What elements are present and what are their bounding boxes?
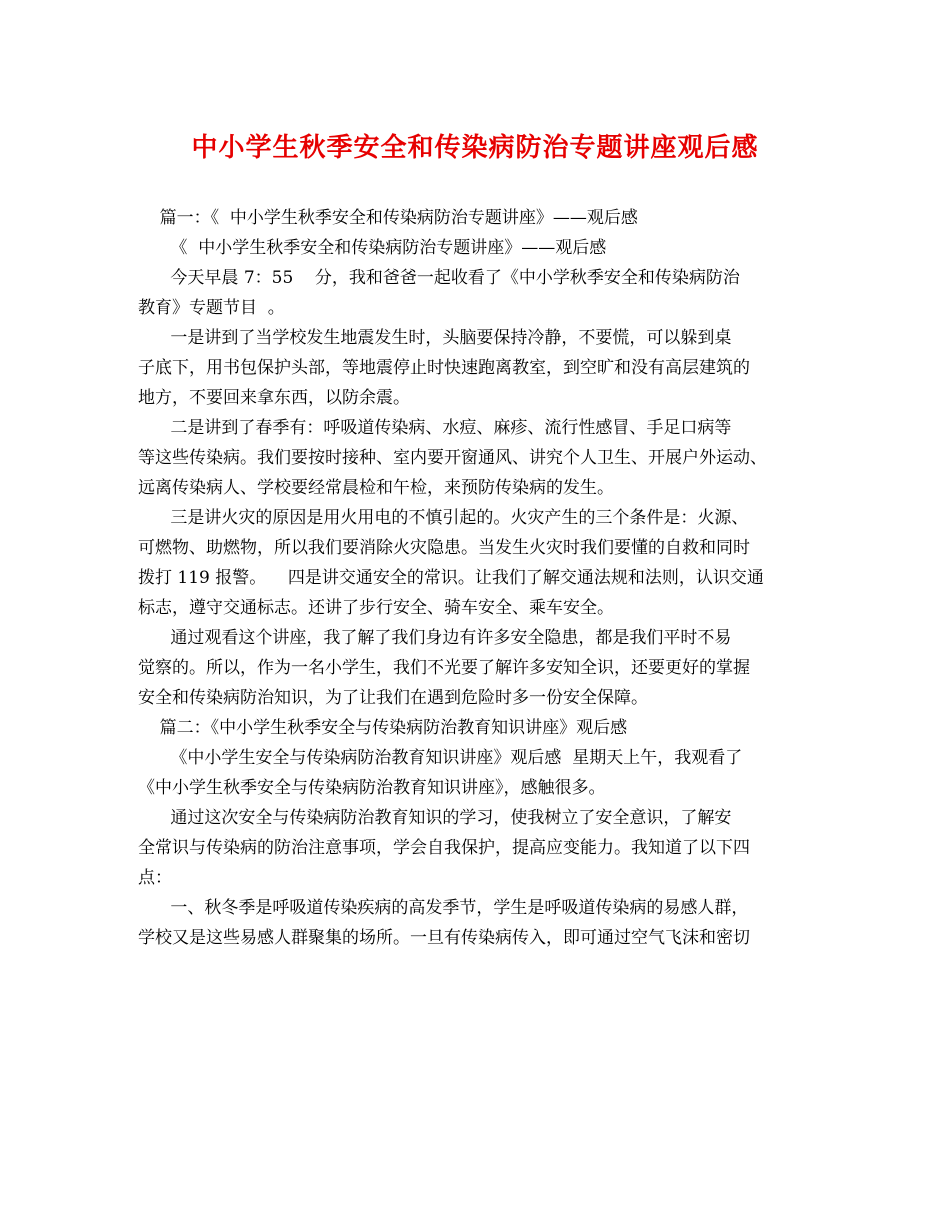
text-line: 地方，不要回来拿东西，以防余震。 <box>138 388 410 408</box>
text-line: 等这些传染病。我们要按时接种、室内要开窗通风、讲究个人卫生、开展户外运动、 <box>138 448 767 468</box>
text-line: 《 中小学生秋季安全和传染病防治专题讲座》——观后感 <box>138 238 607 258</box>
text-line: 可燃物、助燃物，所以我们要消除火灾隐患。当发生火灾时我们要懂的自救和同时 <box>138 538 750 558</box>
text-line: 今天早晨 7：55 分，我和爸爸一起收看了《中小学秋季安全和传染病防治 <box>138 268 740 288</box>
text-line: 一是讲到了当学校发生地震发生时，头脑要保持冷静，不要慌，可以躲到桌 <box>138 328 732 348</box>
document-title: 中小学生秋季安全和传染病防治专题讲座观后感 <box>191 133 759 163</box>
text-line: 安全和传染病防治知识，为了让我们在遇到危险时多一份安全保障。 <box>138 688 648 708</box>
document-body <box>138 203 818 953</box>
text-line: 篇二：《中小学生秋季安全与传染病防治教育知识讲座》观后感 <box>138 718 628 738</box>
text-line: 《中小学生安全与传染病防治教育知识讲座》观后感 星期天上午，我观看了 <box>138 748 743 768</box>
text-line: 教育》专题节目 。 <box>138 298 285 318</box>
text-line: 远离传染病人、学校要经常晨检和午检，来预防传染病的发生。 <box>138 478 614 498</box>
text-line: 通过观看这个讲座，我了解了我们身边有许多安全隐患，都是我们平时不易 <box>138 628 732 648</box>
text-line: 全常识与传染病的防治注意事项，学会自我保护，提高应变能力。我知道了以下四 <box>138 838 750 858</box>
text-line: 子底下，用书包保护头部，等地震停止时快速跑离教室，到空旷和没有高层建筑的 <box>138 358 750 378</box>
text-line: 拨打 119 报警。 四是讲交通安全的常识。让我们了解交通法规和法则，认识交通 <box>138 568 764 588</box>
text-line: 二是讲到了春季有：呼吸道传染病、水痘、麻疹、流行性感冒、手足口病等 <box>138 418 732 438</box>
text-line: 学校又是这些易感人群聚集的场所。一旦有传染病传入，即可通过空气飞沫和密切 <box>138 928 750 948</box>
text-line: 通过这次安全与传染病防治教育知识的学习，使我树立了安全意识，了解安 <box>138 808 732 828</box>
text-line: 一、秋冬季是呼吸道传染疾病的高发季节，学生是呼吸道传染病的易感人群， <box>138 898 749 918</box>
text-line: 觉察的。所以，作为一名小学生，我们不光要了解许多安知全识，还要更好的掌握 <box>138 658 750 678</box>
text-line: 三是讲火灾的原因是用火用电的不慎引起的。火灾产生的三个条件是：火源、 <box>138 508 749 528</box>
text-line: 篇一：《 中小学生秋季安全和传染病防治专题讲座》——观后感 <box>138 208 638 228</box>
text-line: 《中小学生秋季安全与传染病防治教育知识讲座》，感触很多。 <box>138 778 606 798</box>
text-line: 标志，遵守交通标志。还讲了步行安全、骑车安全、乘车安全。 <box>138 598 614 618</box>
text-line: 点： <box>138 868 172 888</box>
